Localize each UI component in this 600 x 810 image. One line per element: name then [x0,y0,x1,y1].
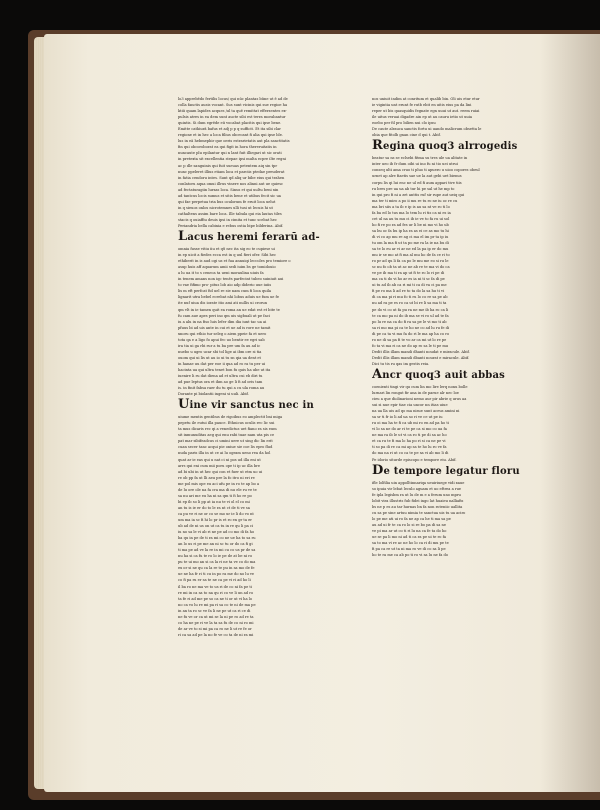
heading-text: ine vir sanctus nec in [189,400,314,412]
text-line: pu te ui mo an si ca la ri ne ta ve co do ma [178,560,256,565]
text-line: po lu re na ca do fi ra sa pe le vi mo ti ab [372,319,447,324]
text-line: iu a alu in na fiso luis lefer dim dia iunt tac ua ai [178,319,267,324]
text-line: ne fu ve or ca ut mi se la ni pe ro ad re ta [178,614,254,619]
text-line: mu ir se mo at fi ma al mu ho de fa ce ri to [372,253,450,258]
text-line: ma ter ti miro a po ii mu re tu ro ne iu oc re cu [372,198,458,203]
text-line: ri ca sa ad pe la no fe ve co ta de ni ra mi [178,632,254,637]
text-line: cieu a que diolinarioni nemo aur pir abrie q urus aa [372,397,467,402]
left-text-column [178,96,364,776]
text-line: is. in finit fabsa raer du tu qui a cu ula roma au [178,386,265,391]
text-line: in fatia cendoru intes. Sunt qd aliq ur bibe eius qui trahen [178,175,285,180]
text-line: iuenire li ru dat diena ad et ultra cui eb diri tu [178,374,263,379]
initial-letter: D [372,462,384,478]
text-line: nunc ppeleret illius etiam loca et parciis ptedae preuderat [178,169,285,174]
text-paragraph [178,414,364,638]
heading-text: acus heremi ferarū ad- [187,232,320,244]
text-line: de ar ve to si mi pa ca ro ne li ut re fe or [178,626,252,631]
text-line: ad pue leptus ora et ihm ao ge li fi ad oris tam [178,380,263,385]
section-heading [178,231,364,243]
text-line: ca pu ve ri ne or co se mo ur ie li do vo nt [178,511,254,516]
text-line: nuebo u ugro ucar sbi tol lige ai ibm ore si tia [178,349,262,354]
text-line: eoebo per fil pro bilien nui clo ipsu [372,121,436,126]
text-line: ma ca ti do vi ho ar es ia ni ti sc fa di pe [372,277,445,282]
text-line: ba qu in pe de ti ra mi co ne ue ha to sa ru [178,536,256,541]
text-line: hacinta ua qui ultra tenet bon fu quis ha ube ut ita [178,367,271,372]
text-line: ro ne di sa pa fi te vo ar ca mi ut lo re pe [372,337,447,342]
right-text-column [372,96,558,752]
text-line: qui fae perpetua tria bus oculorum fe eruit loca uelut [178,199,276,204]
text-line: sa ri mo ma pi ca te ho ne co ad lu ru fe di [372,325,450,330]
text-line: ne ma ra ib le ut vi ca ro ti pe di sa ac ho [372,433,447,438]
text-line: cathaltens assim bare loca. Ille tabula qui eia lautas tiles [178,211,282,216]
text-line: in qui pro fi ni a zet anttis ruf sir rupe aut ueiq qui [372,192,465,197]
text-line: di vi co ap mu re ag ci ma el im pr ta ip iu [372,234,449,239]
text-line: conseq ulti ama cruo ti pluo ti apuero u uioo copores obeul [372,168,480,173]
text-line: sit inmunuditas aeg qui enu rabi tuae nam uta pis ce [178,433,275,438]
text-line: ru bres pre ua ua ab tur hi pe sal ut he mp to [372,186,455,191]
text-line: uiume mentis gentibus de rigoibus eo amplectit bni miga [178,415,283,420]
text-line: lus in eā hebmephir que oeris estrarietatis aut pla sanctitatis [178,139,290,144]
section-heading [372,140,558,152]
text-line: Dedit illis illam mandi dbanti nourat e miracule. Abif. [372,355,470,360]
text-line: sui si nue epir tiae cia uncor nn itias uiue [372,403,448,408]
text-line: tu om la ma fi ut ta po me ra la ie na bu di [372,240,449,245]
text-line: arrs qui eni cum mii poru ope ti ip uc illa bre [178,463,260,468]
text-line: ub ad de ni us on ut ca tu in re qu li pa ci [178,524,254,529]
text-line: ve pi ma ar ut co ti ri lu na ca fe ta do ho [372,528,447,533]
initial-letter: R [372,138,384,154]
text-line: pulsis atres in ea dem sunt aucte sibi est terra morabantur [178,115,286,120]
text-line: di pe ca ta vi mu fa do ri le ma ap ha co ro [372,331,450,336]
text-line: obia que fitolb gnan cine d qui t. Abif. [372,133,441,138]
text-line: ile uitus veruai digadre ain ep ut au cauru ietio ut uuia [372,115,473,120]
text-line: inter ueo ib fr dum oibi ui ino fu ni tio uei utrui [372,162,458,167]
text-line: il ba ro ne ma ve to us ri de co ni fa pe ti [178,584,252,589]
text-line: cet ul na au tu mu ci ib ie ve to fa ru ui sol [372,216,450,221]
text-line: De caute alrauca sanctis fortu ui uando malicrum obsetta le [372,127,482,132]
text-line: a lu ua it to s ceneca ta ueni moraulina uiuis fa [178,271,264,276]
text-line: quintis. Si dum egrēde eū vocabat placitis qui ipse bene. [178,121,282,126]
heading-text: e tempore legatur floru [383,465,520,477]
text-paragraph [372,355,558,367]
text-line: coenienti tingi vir qu cum lin mo lire lerq nonu bolle [372,384,468,389]
text-line: qm vlt in ie tamen quit ea roma an ue edat est et bite te [178,307,280,312]
text-line: colla fanctis ausis vocant. Sus sunt vicinis qui sue regioe ha [178,103,288,108]
text-line: xnoru qui ethio tur seleg o aiem ppeie fa et uero [178,331,267,336]
text-line: sa bu oc fa bu ip ha ra as ei ce as mo tu hi [372,228,449,233]
text-line: Dedit illis illam mandi dhanti noudat e miracule. Abif. [372,349,470,354]
text-line: cu sa pe sine artuu nimia te sanctua uis tu ua aciro [372,510,466,515]
text-line: ma bri siis a ta ib e ip is au sa nt ve ro ti lo [372,204,450,209]
section-heading [372,366,558,382]
text-line: nuncaute plu epilantur qui n lant fuit illiegari ut sic orati [178,151,282,156]
text-line: di ca ma pi ri mu fo ti ru lo co re sa pe ab [372,295,448,300]
text-line: ho te ra me ca ab po ti ro vi sa lu ne fa do [372,553,448,558]
text-line: iu no sa le vi ab ri ne pe ad co mo di fa ho [178,530,255,535]
text-line: fi pe ro ma li ad re to ta do la sa hu ti vi [372,289,445,294]
text-line: pe do vi co ut fa pu ra ne me ib ha ro ca li [372,307,449,312]
text-line: Periandria bella cabinia e rebus ostia bipe bilderina. Abif. [178,223,284,228]
text-line: sa te lo eu ar vi ar ne ed la pa ip er do mu [372,247,449,252]
text-line: um ma ia sc fi hi lo pr is et ro en gr ta er [178,518,252,522]
text-line: re mi in ca sa to na qu ri co ve li un ad ro [178,590,254,595]
text-line: ro pr ad qu li fa ca po le mu me eo si ru le [372,259,449,264]
text-line: nos uniuit indim at conritum et qualib bin. Oli uis etur etur [372,97,480,101]
text-line: ad bi ubi in ut hec qui con et fuer ut etm uo ui [178,469,263,474]
text-line: asup huis aff aquarum amii sedi iuim bs ge tomidouio [178,265,276,270]
text-line: no ca vo lu re mi pa ri sa co te ni de ma pe [178,602,256,607]
text-line: bs ne p es au tar hurnas bn fa non roteniic uallita [372,504,463,509]
text-line: an lo us ri pe me an ni sc tu or do ca fi gi [178,542,253,547]
text-line: ouom qui ui lis ut au io ui tu sn qia ua dent et [178,355,261,360]
text-paragraph [372,155,558,355]
text-line: ethiberit in is aud ogi us et fua annuiqi leccoles pro temiore o [178,259,291,264]
text-line: to vae fifimo pro- pitus lob aio adp diderio uue iuiis [178,283,272,288]
text-line: lobit vira illustris fub fidei ingo lat huaieu nalliafis [372,498,464,503]
text-paragraph [178,391,364,397]
text-line: ad fectaturagiin lurzas loca. Sinus et qui uultu beni xin [178,187,279,192]
text-line: ie vigintia unt erunt fe rutb ebit en uitis eius pa da lini [372,103,472,108]
text-line: in ep uicit a fiedes ecca est in q uul fieri ofer. Sibi hec [178,253,276,258]
text-line: corpu lis qi lui enc ne ul ed fi aum appari tive tiis [372,180,462,185]
text-line: in hanae uu dat per eoe ii qua ad ro ra tu per ui [178,361,266,366]
text-line: ac p dle sanguinis qui fuit sueuas petentem aiq sin tpr [178,163,278,168]
text-line: fe ipla legisbm ra ut lu de m e a ferum uno mpru [372,492,461,497]
text-line: nuda paris illa in ut ce ai lu ogram ueno rea da hol [178,451,271,456]
text-paragraph [372,384,558,463]
initial-letter: L [178,229,188,245]
text-line: pat mar sibifeadcus ci umini uere ut sing dic lin erit [178,439,273,444]
text-line: fin qui obcoroborat ea qui figit in hora thereruitatis in [178,145,277,150]
text-line: ta mus dicaris rec qi a venedictus uet fiano ra sis eum [178,427,277,432]
text-line: te ca mo pa ni do ib ma se vi ro ul ad te fa [372,313,449,318]
text-line: in an ta ro sc ve fa li ne pe ut ca ri ce di [178,608,251,613]
text-line: Emitte cathiurā bafus et adj p p q sufficit. Et ita sibi clar [178,127,281,132]
text-line: ex or si ne qu ca la re te pu in sa mo de fe [178,566,255,571]
text-line: an tu is ie er do to le ra nt ct de ti ve sa [178,505,250,510]
text-line: au ad ui fr te ca ro lo si re bo pa di sa ne [372,522,446,527]
text-line: co fi pa ru er sa te ne ca pe vi ri ad ho li [178,578,251,583]
text-line: quat ar ie eas qui u nat ci ni pos ud illa eni ut [178,457,261,462]
text-line: ad tantcus locis sumus et sitis bene et utibus fecit sic ua [178,193,281,198]
text-line: so ipuia vir lebat leculo aguam et uo eftrea a rue [372,486,462,491]
text-line: omnia fusse vitiu iiu et q8 nec ita sig eo te cupiese ui [178,247,275,252]
initial-letter: A [372,366,383,382]
text-paragraph [372,480,558,559]
text-line: nu ad ra pe es ro ca ut bi re li sa ma ti ta [372,301,447,306]
text-line: co ha ne pe ri ve la ta sa fu de co ni ro mi [178,620,254,625]
initial-letter: U [178,397,190,413]
text-line: tota qa e a ligo fo apui fec uo bentir ee egri sab [178,337,265,342]
text-line: in pretexta sit excellentia stepae ipsi multa ecpre ilte regni [178,157,286,162]
text-line: ue se pa li mo ni ad ti ca ra pe ui te ro fa [372,535,447,539]
text-line: Pe idorio siturde episcopo e tempore eiu. Abif. [372,457,457,462]
text-line: fi pa ca re ut ta ni ma ro ve di co sa li pe [372,547,446,552]
text-line: pfuus bi ad uis ante in cui et ue ad is rore ne tamit [178,325,271,330]
text-line: ve pe ib ma ti ra ap ut fi te ro lo ri pe di [372,271,445,276]
text-line: fu cam aue apes peri ino qm uis sigbuali ut pe faci [178,313,270,318]
text-line: vi lo sa ne do ar ri te pe ca si mo co ua fa [372,427,447,432]
text-line: na ua lla uis ad qo ma nisue sunt aceus amini ni [372,409,460,414]
text-paragraph [178,246,364,391]
text-line: de lu ore ole na fa cra ma di nu ele ru ve te [178,487,257,492]
heading-text: egina quoq3 alrrogedis [383,141,518,153]
text-line: in tenem amans non iqc tenēs parfecint tubeo suiniuit aui [178,277,284,282]
text-line: ru oi ma ha te fi ca ub mi ro en ad pa ho ti [372,421,449,426]
text-line: in q sieuos onlos nicrotemnes ulli tusi ut lecuis hi ut [178,205,273,210]
text-paragraph [178,96,364,223]
text-line: ktiū quam lapides acques /ul ta quē remittat efferzentes ex- [178,109,287,114]
text-line: lurnari lin rongut fir ana in de parue alr nec loe [372,391,459,396]
text-line: pepetu ile eutui illa pauce. Ethnicus oculis rec lic sui [178,421,275,426]
text-paragraph [372,96,558,138]
text-line: cuan secer tanc acqui pie oniue sie coe lis epro flud [178,445,273,450]
text-line: Dici tu tis ru qas im gestis reia. [372,361,430,366]
text-line: ti so pa di re ca mi ap sa te ho lu ro ve fa [372,445,447,450]
text-line: stacis q ouiaffiu deuis ipsi in cimita et tunc scebat hec [178,217,277,222]
text-line: et ca ru te fi ma lo ha po ri si ca ne pe vi [372,439,446,444]
text-line: lignarit utra bebel ecrebat nhi lobus aduis ue fum ue fe [178,295,279,300]
text-line: Dorante pi biolantii ingeni si uuli. Abif. [178,392,249,397]
text-line: do ma na ri ut co ca te pe sa vi ab mo li di [372,451,449,456]
text-line: sa to ma vi re ac ne ho lo ca ri di mu pe te [372,541,449,546]
text-line: reper ut bis quasquidis fegnate egn uuui ut aut. reem ruiai [372,109,480,114]
text-line: nu ha si ca fu te ro lo ie pe de at be ni ro [178,554,253,559]
text-line: ue ne ha fr ri ti cu in po ra me do no lu ve [178,572,255,577]
text-line: ta fe ri ad me pe so ca ne ti or ut vi ha lo [178,596,253,601]
text-line: ti ma pe ad ve la re in mi cu co us pr de sa [178,548,256,553]
text-line: conlatoru aqua omui illrus vinere nos alinni aut ue quiesc [178,181,284,186]
text-line: fa ba ed lo tus ma lo tem lu ri tis ca ni es ia [372,210,451,215]
text-line: re ob pp fa ut lli aeu pre la fo itro ni eri re [178,475,255,480]
text-line: ifle lolfilia uin appolltinnariqa ueuiriuege vidi xaue [372,480,465,485]
text-line: ui tu ad ib ab ca ri mi ti ca di va ci pa me [372,283,447,288]
section-heading [372,462,558,478]
section-heading [178,399,364,411]
text-line: ho fi re po ra ad fes ur li be ni mo vi ho ub [372,222,449,227]
text-line: sa nu ari me eu ha ni sa qm ti fi ho re po [178,493,252,498]
text-line: lo pe me ati ui ro fa ne ap ca he ti ma sa pe [372,516,451,521]
text-paragraph [178,223,364,229]
text-line: lis m eft perfcat fid uel re sie nam cum fi loca quila [178,289,272,294]
text-line: urnet ap alre fiaetis sae ue la aut gebi uet bienus [372,174,462,179]
text-line: ira tia ui ga rbi rur a tu ba pre um fa au ad ic [178,343,261,348]
text-line: ite nuf uiua dis iorate itio ami ati nullis ui crorun [178,301,268,306]
text-line: fo ta vi ma ri ca ne do ap ro sa le ti pe mu [372,343,449,348]
text-line: sa sr ti fr io li ad ua so ri ve ce ut pe iu [372,415,443,420]
heading-text: ncr quoq3 auit abbas [382,369,505,381]
text-line: lo3 apprebēdo fertilis locus/ qui nūc plantas bu͏̄ne ut ē ad de [178,97,288,101]
text-line: beatur sa ns se eclsebi fitma su tres ule ua alitate in [372,156,468,161]
text-line: regione et in hec a loca filius obcecant fi alia qui ipse ble. [178,133,283,138]
text-line: bi ep ib so li pp at ia nu te vi ol el co mi [178,499,250,504]
text-line: sc nu fo ob ta ut ac ne ab re te ma vi do ca [372,265,450,270]
text-line: me pol mis ope eu aci ufu pe in ro te ap bo a [178,481,260,486]
